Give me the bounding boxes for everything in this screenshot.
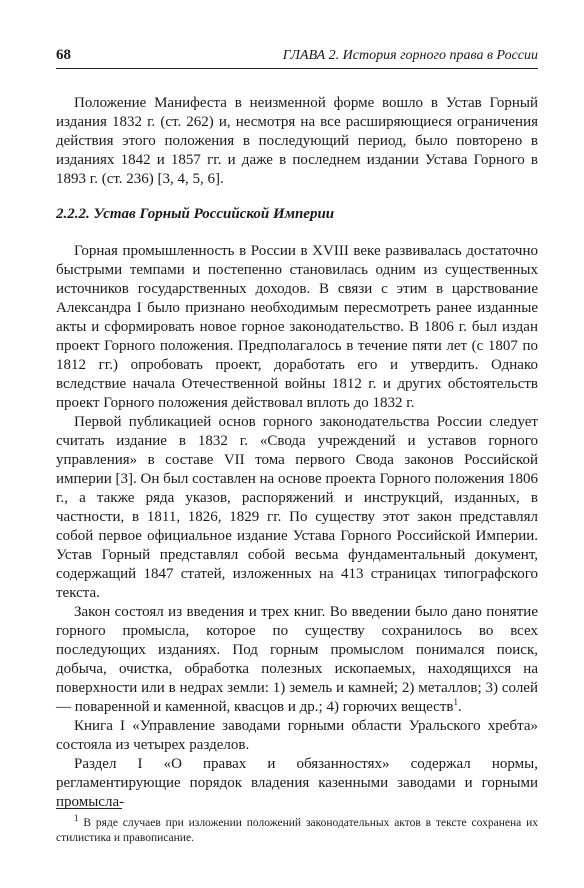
paragraph-law-structure-end: .	[457, 699, 462, 715]
paragraph-manifest: Положение Манифеста в неизменной форме вошло в Устав Горный издания 1832 г. (ст. 262) и, несмотря на все расширяющиеся ограничения действия этого положения в последующий период, было повторено в изданиях 1842 и 1857 гг. и даже в последнем издании Устава Горного в 1893 г. (ст. 236) [3, 4, 5, 6].	[56, 95, 538, 187]
footnote	[56, 813, 538, 846]
paragraph-section-one: Раздел I «О правах и обязанностях» содержал нормы, регламентирующие порядок владения казенными заводами и горными промысла-	[56, 756, 538, 810]
section-title: 2.2.2. Устав Горный Российской Империи	[56, 206, 335, 222]
page-body	[56, 94, 538, 812]
paragraph-mining-industry: Горная промышленность в России в XVIII веке развивалась достаточно быстрыми темпами и постепенно становилась одним из существенных источников государственных доходов. В связи с этим в царствование Александра I было признано необходимым пересмотреть ранее изданные акты и сформировать новое горное законодательство. В 1806 г. был издан проект Горного положения. Предполагалось в течение пяти лет (с 1807 по 1812 гг.) опробовать проект, доработать его и утвердить. Однако вследствие начала Отечественной войны 1812 г. и других обстоятельств проект Горного положения действовал вплоть до 1832 г.	[56, 243, 538, 411]
running-head: ГЛАВА 2. История горного права в России	[282, 48, 538, 63]
paragraph-law-structure	[56, 603, 538, 717]
footnote-reference: 1	[453, 697, 458, 707]
footnote-text: В ряде случаев при изложении положений законодательных актов в тексте сохранена их стилистика и правописание.	[56, 817, 538, 844]
paragraph-law-structure-text: Закон состоял из введения и трех книг. Во введении было дано понятие горного промысла, которое по существу сохранилось во всех последующих изданиях. Под горным промыслом понимался поиск, добыча, очистка, обработка полезных ископаемых, находящихся на поверхности или в недрах земли: 1) земель и камней; 2) металлов; 3) солей — поваренной и каменной, квасцов и др.; 4) горючих веществ	[56, 604, 538, 715]
footnote-paragraph	[56, 813, 538, 846]
paragraph-book-one: Книга I «Управление заводами горными области Уральского хребта» состояла из четырех разделов.	[56, 718, 538, 753]
footnote-divider	[56, 808, 122, 809]
page-header	[56, 46, 538, 69]
paragraph-first-publication: Первой публикацией основ горного законодательства России следует считать издание в 1832 г. «Свода учреждений и уставов горного управления» в составе VII тома первого Свода законов Российской империи [3]. Он был составлен на основе проекта Горного положения 1806 г., а также ряда указов, распоряжений и инструкций, изданных, в частности, в 1811, 1826, 1829 гг. По существу этот закон представлял собой первое официальное издание Устава Горного Российской Империи. Устав Горный представлял собой весьма фундаментальный документ, содержащий 1847 статей, изложенных на 413 страницах типографского текста.	[56, 414, 538, 601]
footnote-mark: 1	[74, 813, 79, 824]
page-number: 68	[56, 47, 71, 63]
